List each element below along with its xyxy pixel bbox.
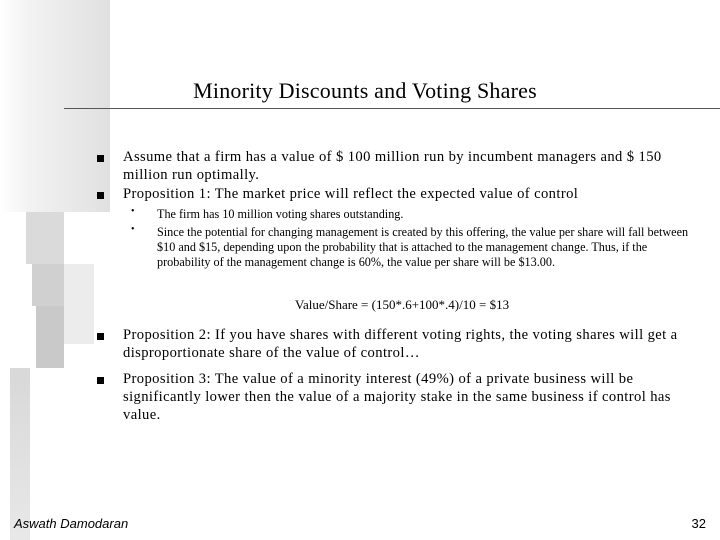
decorative-step-block <box>10 368 30 540</box>
square-bullet-icon <box>97 333 104 340</box>
bullet-text: Proposition 1: The market price will reflect the expected value of control <box>123 186 579 202</box>
decorative-gradient-block <box>0 0 110 212</box>
square-bullet-icon <box>97 155 104 162</box>
bullet-text: Proposition 2: If you have shares with different voting rights, the voting shares will get a disproportionate share of the value of control… <box>123 327 678 361</box>
slide-title: Minority Discounts and Voting Shares <box>193 78 537 103</box>
square-bullet-icon <box>97 377 104 384</box>
bullet-text: Assume that a firm has a value of $ 100 million run by incumbent managers and $ 150 million run optimally. <box>123 149 662 183</box>
formula-text: Value/Share = (150*.6+100*.4)/10 = $13 <box>295 297 510 312</box>
decorative-step-block <box>64 264 94 344</box>
bullet-text: Proposition 3: The value of a minority interest (49%) of a private business will be significantly lower then the value of a majority stake in the same business if control has value. <box>123 371 671 423</box>
dot-bullet-icon: • <box>131 224 135 235</box>
sub-bullet-text: Since the potential for changing management is created by this offering, the value per share will fall between $10 and $15, depending upon the probability that is attached to the management change. Thus, if the probability of the management change is 60%, the value per share will be $13.00. <box>157 225 689 269</box>
decorative-step-block <box>32 264 64 306</box>
title-rule <box>64 108 720 109</box>
square-bullet-icon <box>97 192 104 199</box>
sub-bullet-text: The firm has 10 million voting shares outstanding. <box>157 207 404 221</box>
decorative-step-block <box>26 212 64 264</box>
footer-author: Aswath Damodaran <box>14 516 129 531</box>
dot-bullet-icon: • <box>131 206 135 217</box>
page-number: 32 <box>691 516 706 531</box>
decorative-step-block <box>36 306 64 368</box>
